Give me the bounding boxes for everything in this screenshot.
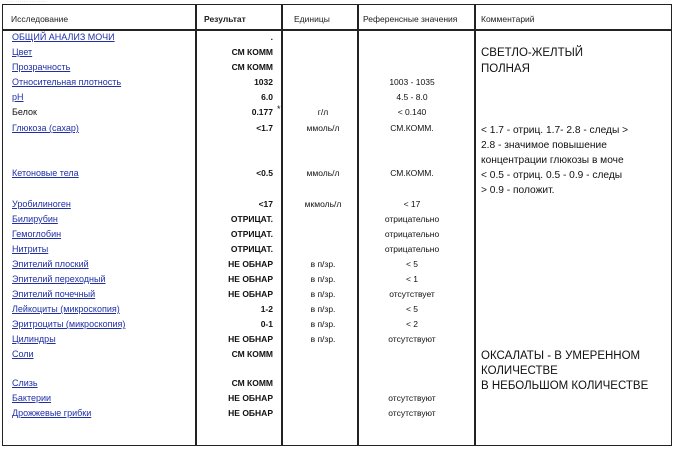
unit-value: в п/зр.	[310, 304, 336, 314]
test-name-link[interactable]: ОБЩИЙ АНАЛИЗ МОЧИ	[12, 32, 115, 42]
result-value: ОТРИЦАТ.	[230, 214, 273, 224]
result-value: 0.177	[251, 107, 273, 117]
reference-value: < 0.140	[397, 107, 427, 117]
result-value: 0-1	[260, 319, 273, 329]
reference-value: отсутствуют	[388, 408, 436, 418]
reference-value: < 5	[405, 259, 419, 269]
result-value: НЕ ОБНАР	[228, 408, 273, 418]
reference-value: отрицательно	[384, 244, 440, 254]
test-name-link[interactable]: Соли	[12, 349, 34, 359]
result-value: ОТРИЦАТ.	[230, 229, 273, 239]
result-value: НЕ ОБНАР	[228, 259, 273, 269]
unit-value: в п/зр.	[310, 274, 336, 284]
reference-value: 4.5 - 8.0	[396, 92, 428, 102]
result-value: НЕ ОБНАР	[228, 334, 273, 344]
urinalysis-table	[2, 4, 672, 446]
header-comment: Комментарий	[481, 14, 535, 24]
result-value: <1.7	[256, 123, 273, 133]
unit-value: ммоль/л	[306, 123, 340, 133]
test-name-link[interactable]: Уробилиноген	[12, 199, 71, 209]
header-result: Результат	[204, 14, 246, 24]
unit-value: в п/зр.	[310, 319, 336, 329]
comment-glucose-line: концентрации глюкозы в моче	[481, 155, 624, 166]
test-name-link[interactable]: Эпителий почечный	[12, 289, 96, 299]
test-name-link[interactable]: Цилиндры	[12, 334, 56, 344]
reference-value: отсутствуют	[388, 334, 436, 344]
test-name-link[interactable]: Прозрачность	[12, 62, 71, 72]
comment-mucus-line: В НЕБОЛЬШОМ КОЛИЧЕСТВЕ	[481, 380, 649, 392]
result-value: НЕ ОБНАР	[228, 274, 273, 284]
comment-ketones-line: < 0.5 - отриц. 0.5 - 0.9 - следы	[481, 170, 623, 181]
comment-color: СВЕТЛО-ЖЕЛТЫЙ	[481, 47, 584, 59]
test-name-link[interactable]: Эритроциты (микроскопия)	[12, 319, 126, 329]
result-value: НЕ ОБНАР	[228, 289, 273, 299]
test-name-link[interactable]: Гемоглобин	[12, 229, 62, 239]
reference-value: отсутствует	[389, 289, 435, 299]
test-name-link[interactable]: Билирубин	[12, 214, 58, 224]
header-test: Исследование	[11, 14, 69, 24]
column-divider	[474, 5, 476, 445]
test-name-link[interactable]: Бактерии	[12, 393, 52, 403]
unit-value: в п/зр.	[310, 259, 336, 269]
unit-value: мкмоль/л	[304, 199, 342, 209]
comment-salts-line: КОЛИЧЕСТВЕ	[481, 365, 558, 377]
result-value: .	[270, 32, 273, 42]
comment-transparency: ПОЛНАЯ	[481, 63, 530, 75]
result-value: СМ КОММ	[231, 378, 273, 388]
test-name-link[interactable]: Нитриты	[12, 244, 49, 254]
faint-header-text: ···· ······ ··· ·····	[6, 0, 47, 5]
reference-value: отрицательно	[384, 229, 440, 239]
reference-value: отрицательно	[384, 214, 440, 224]
test-name-link[interactable]: Относительная плотность	[12, 77, 122, 87]
abnormal-flag: *	[277, 104, 281, 114]
test-name-link[interactable]: Цвет	[12, 47, 33, 57]
result-value: 6.0	[261, 92, 273, 102]
test-name-link[interactable]: Лейкоциты (микроскопия)	[12, 304, 120, 314]
result-value: СМ КОММ	[231, 349, 273, 359]
header-units: Единицы	[294, 14, 330, 24]
reference-value: < 2	[405, 319, 419, 329]
result-value: 1032	[254, 77, 273, 87]
comment-glucose-line: < 1.7 - отриц. 1.7- 2.8 - следы >	[481, 125, 629, 136]
test-name-link[interactable]: Эпителий плоский	[12, 259, 89, 269]
unit-value: в п/зр.	[310, 289, 336, 299]
reference-value: отсутствуют	[388, 393, 436, 403]
result-value: СМ КОММ	[231, 47, 273, 57]
result-value: <0.5	[256, 168, 273, 178]
result-value: <17	[258, 199, 273, 209]
unit-value: в п/зр.	[310, 334, 336, 344]
unit-value: ммоль/л	[306, 168, 340, 178]
column-divider	[195, 5, 197, 445]
comment-glucose-line: 2.8 - значимое повышение	[481, 140, 607, 151]
test-name-link[interactable]: Дрожжевые грибки	[12, 408, 92, 418]
column-divider	[281, 5, 283, 445]
reference-value: < 17	[403, 199, 421, 209]
header-reference: Референсные значения	[363, 14, 458, 24]
result-value: СМ КОММ	[231, 62, 273, 72]
reference-value: < 1	[405, 274, 419, 284]
reference-value: СМ.КОММ.	[390, 168, 434, 178]
unit-value: г/л	[317, 107, 329, 117]
reference-value: 1003 - 1035	[389, 77, 435, 87]
test-name-link[interactable]: pH	[12, 92, 24, 102]
result-value: 1-2	[260, 304, 273, 314]
test-name: Белок	[12, 107, 37, 117]
test-name-link[interactable]: Слизь	[12, 378, 38, 388]
result-value: ОТРИЦАТ.	[230, 244, 273, 254]
test-name-link[interactable]: Эпителий переходный	[12, 274, 106, 284]
reference-value: < 5	[405, 304, 419, 314]
test-name-link[interactable]: Кетоновые тела	[12, 168, 79, 178]
comment-salts-line: ОКСАЛАТЫ - В УМЕРЕННОМ	[481, 350, 641, 362]
reference-value: СМ.КОММ.	[390, 123, 434, 133]
test-name-link[interactable]: Глюкоза (сахар)	[12, 123, 79, 133]
result-value: НЕ ОБНАР	[228, 393, 273, 403]
comment-ketones-line: > 0.9 - положит.	[481, 185, 555, 196]
column-divider	[357, 5, 359, 445]
